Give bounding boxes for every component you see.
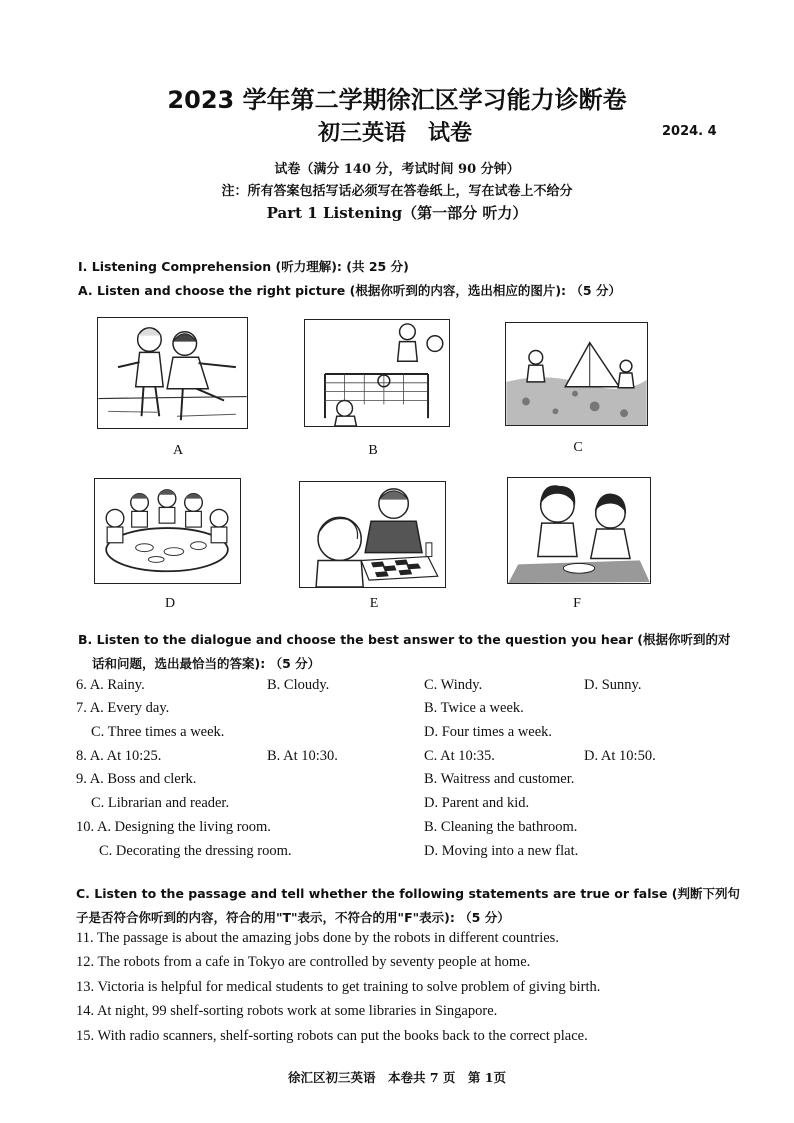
- answer-sheet-note: 注：所有答案包括写话必须写在答卷纸上，写在试卷上不给分: [221, 184, 573, 199]
- picture-label-d: D: [164, 596, 176, 611]
- q9-option-a: 9. A. Boss and clerk.: [76, 771, 197, 787]
- page-footer: 徐汇区初三英语 本卷共 7 页 第 1页: [288, 1070, 506, 1085]
- family-dinner-picture: [94, 478, 241, 584]
- picture-label-c: C: [573, 440, 583, 455]
- section-a-instruction: A. Listen and choose the right picture (根据你听到的内容，选出相应的图片): （5 分）: [78, 283, 621, 298]
- section-heading: I. Listening Comprehension (听力理解): (共 25 分): [78, 259, 409, 274]
- cooking-picture: [507, 477, 651, 584]
- q10-option-b: B. Cleaning the bathroom.: [424, 819, 578, 835]
- q6-option-c: C. Windy.: [424, 677, 483, 693]
- statement-12: 12. The robots from a cafe in Tokyo are controlled by seventy people at home.: [76, 954, 531, 970]
- exam-subtitle: 初三英语 试卷: [318, 121, 473, 146]
- q6-option-d: D. Sunny.: [584, 677, 642, 693]
- picture-label-e: E: [369, 596, 379, 611]
- q8-option-a: 8. A. At 10:25.: [76, 748, 162, 764]
- ice-skating-picture: [97, 317, 248, 429]
- q6-option-a: 6. A. Rainy.: [76, 677, 145, 693]
- q7-option-b: B. Twice a week.: [424, 700, 524, 716]
- picture-label-b: B: [368, 443, 378, 458]
- picture-label-f: F: [573, 596, 581, 611]
- q8-option-b: B. At 10:30.: [267, 748, 338, 764]
- q7-option-c: C. Three times a week.: [91, 724, 225, 740]
- q8-option-d: D. At 10:50.: [584, 748, 656, 764]
- q10-option-a: 10. A. Designing the living room.: [76, 819, 271, 835]
- q7-option-d: D. Four times a week.: [424, 724, 553, 740]
- q9-option-c: C. Librarian and reader.: [91, 795, 230, 811]
- section-b-instruction-line1: B. Listen to the dialogue and choose the best answer to the question you hear (根据你听到的对: [78, 632, 731, 647]
- q10-option-c: C. Decorating the dressing room.: [99, 843, 292, 859]
- section-b-instruction-line2: 话和问题，选出最恰当的答案): （5 分）: [92, 656, 321, 671]
- q9-option-b: B. Waitress and customer.: [424, 771, 575, 787]
- q8-option-c: C. At 10:35.: [424, 748, 495, 764]
- statement-13: 13. Victoria is helpful for medical students to get training to solve problem of giving birth.: [76, 979, 601, 995]
- q7-option-a: 7. A. Every day.: [76, 700, 170, 716]
- statement-15: 15. With radio scanners, shelf-sorting robots can put the books back to the correct place.: [76, 1028, 588, 1044]
- statement-11: 11. The passage is about the amazing jobs done by the robots in different countries.: [76, 930, 559, 946]
- exam-time-note: 试卷（满分 140 分，考试时间 90 分钟）: [274, 162, 520, 177]
- section-c-instruction-line2: 子是否符合你听到的内容，符合的用"T"表示，不符合的用"F"表示): （5 分）: [76, 910, 510, 925]
- statement-14: 14. At night, 99 shelf-sorting robots work at some libraries in Singapore.: [76, 1003, 498, 1019]
- section-c-instruction-line1: C. Listen to the passage and tell whether the following statements are true or false (判断下列句: [76, 886, 740, 901]
- exam-title: 2023 学年第二学期徐汇区学习能力诊断卷: [167, 86, 627, 114]
- q6-option-b: B. Cloudy.: [267, 677, 330, 693]
- exam-date: 2024. 4: [662, 124, 717, 139]
- picture-label-a: A: [172, 443, 184, 458]
- part-title: Part 1 Listening（第一部分 听力）: [266, 204, 528, 222]
- q9-option-d: D. Parent and kid.: [424, 795, 530, 811]
- tennis-picture: [304, 319, 450, 427]
- camping-picture: [505, 322, 648, 426]
- q10-option-d: D. Moving into a new flat.: [424, 843, 579, 859]
- chess-picture: [299, 481, 446, 588]
